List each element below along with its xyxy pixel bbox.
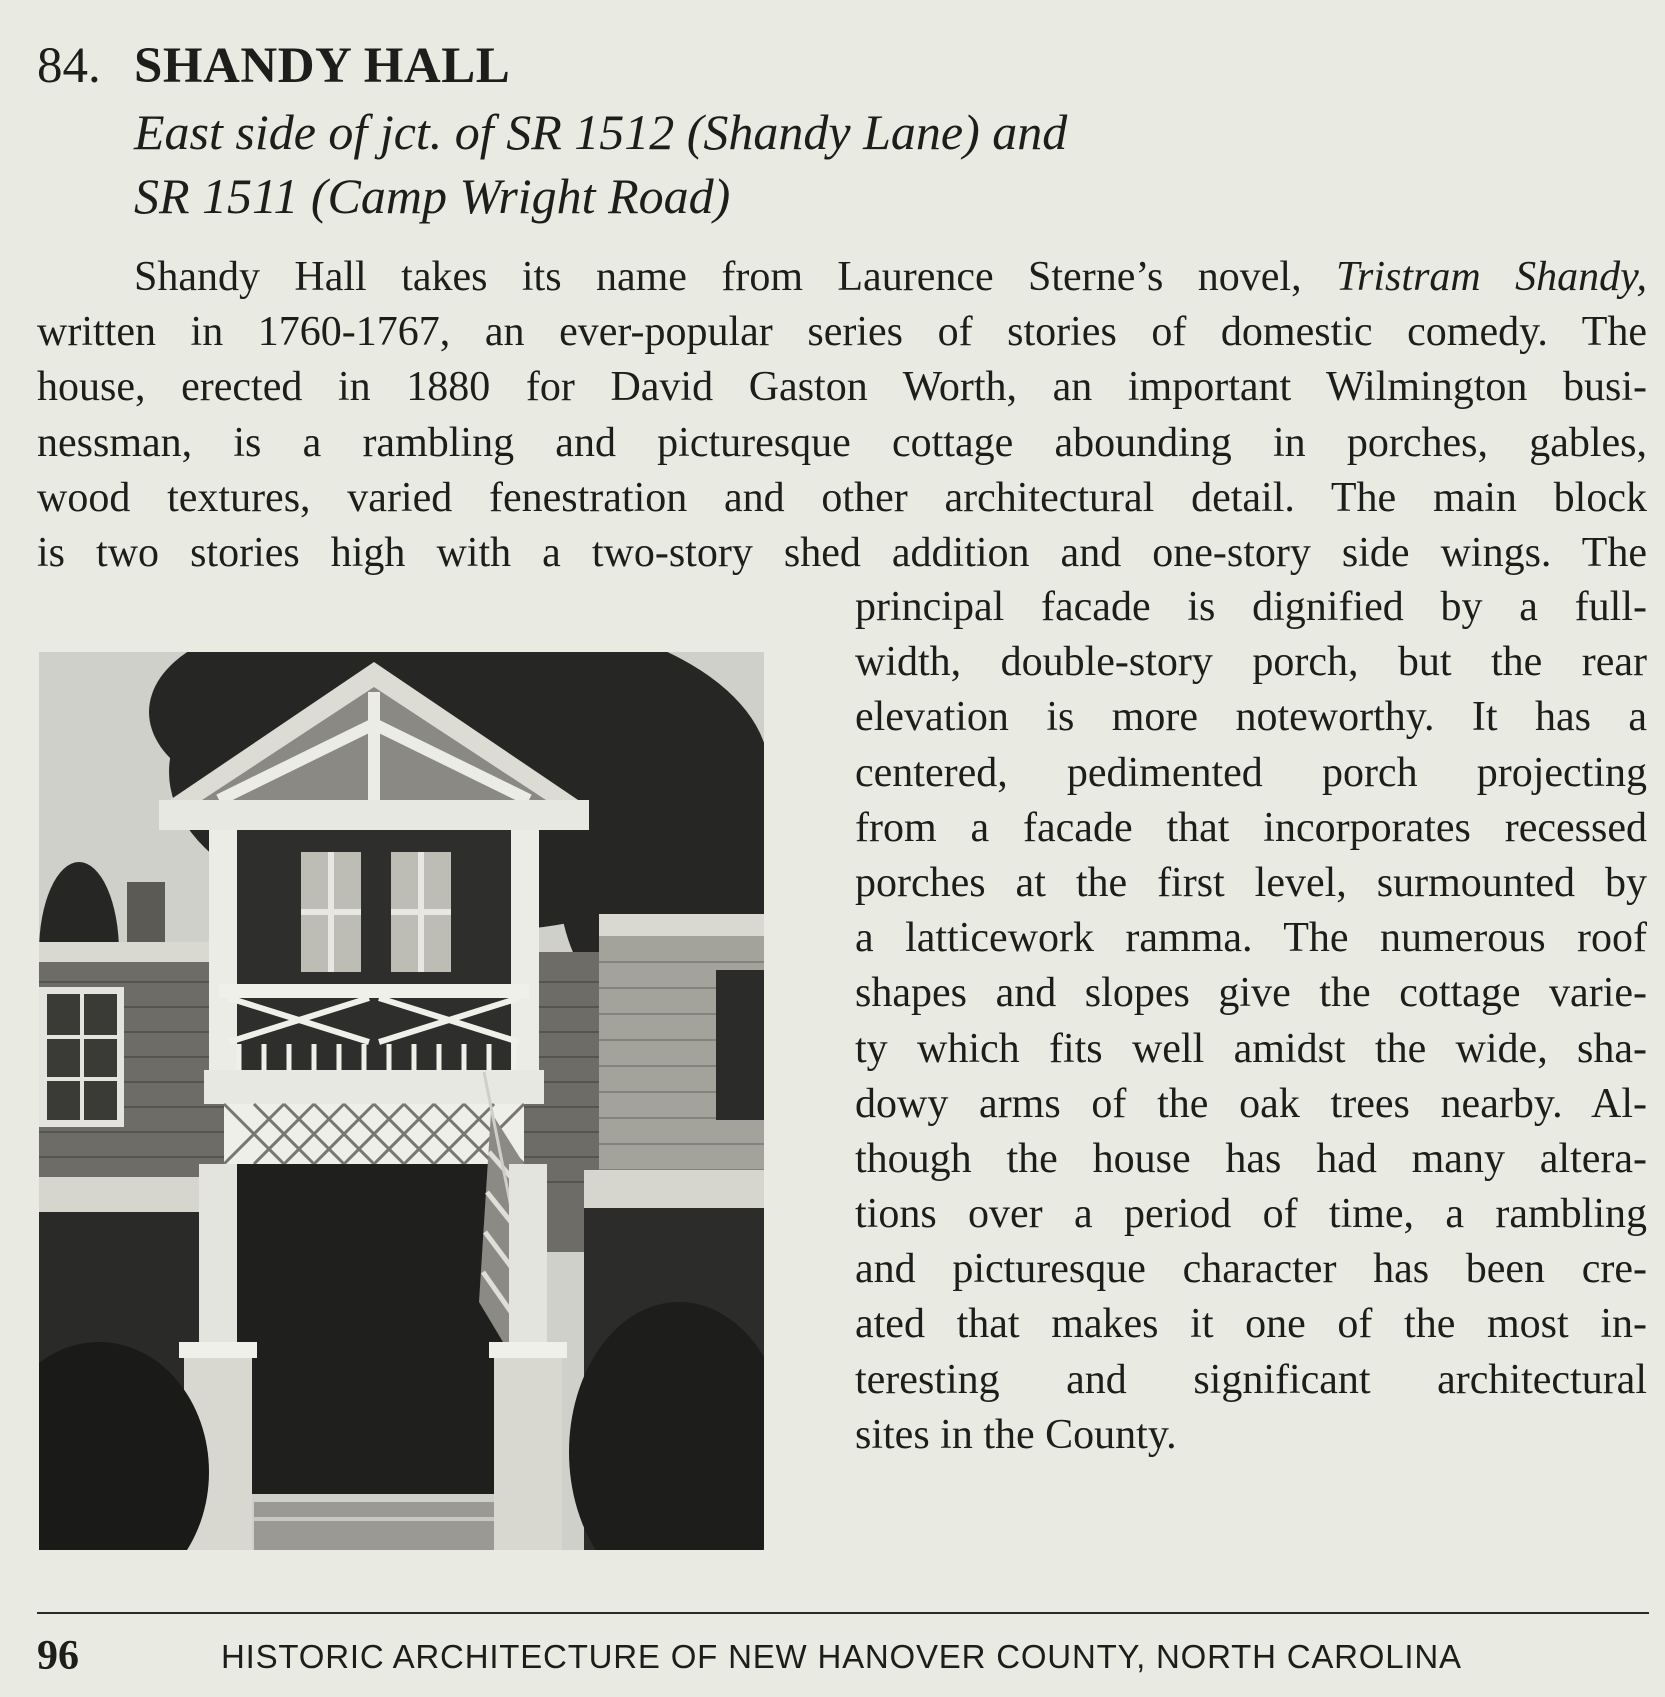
location-line: SR 1511 (Camp Wright Road) — [134, 168, 731, 224]
body-line: dowy arms of the oak trees nearby. Al- — [855, 1080, 1647, 1127]
novel-title: Tristram Shandy, — [1336, 254, 1647, 300]
body-text-full-width — [37, 250, 1647, 581]
body-line: sites in the County. — [855, 1411, 1177, 1458]
body-line: teresting and significant architectural — [855, 1356, 1647, 1403]
entry-number: 84. — [37, 38, 101, 94]
body-text-beside-photo — [855, 580, 1647, 1463]
entry-heading — [37, 36, 510, 96]
body-line: porches at the first level, surmounted by — [855, 859, 1647, 906]
body-line: a latticework ramma. The numerous roof — [855, 915, 1647, 962]
body-line: though the house has had many altera- — [855, 1135, 1647, 1182]
body-line: width, double-story porch, but the rear — [855, 639, 1647, 686]
body-line: house, erected in 1880 for David Gaston Worth, an important Wilmington busi- — [37, 364, 1647, 411]
body-line: written in 1760-1767, an ever-popular series of stories of domestic comedy. The — [37, 309, 1647, 356]
body-line: ty which fits well amidst the wide, sha- — [855, 1025, 1647, 1072]
body-line: from a facade that incorporates recessed — [855, 804, 1647, 851]
body-line: shapes and slopes give the cottage varie- — [855, 970, 1647, 1017]
footer-rule — [37, 1612, 1649, 1614]
page-footer — [37, 1632, 1649, 1682]
body-line: principal facade is dignified by a full- — [855, 584, 1647, 630]
body-line: is two stories high with a two-story shed addition and one-story side wings. The — [37, 529, 1647, 576]
page-number: 96 — [37, 1633, 79, 1679]
body-line: and picturesque character has been cre- — [855, 1246, 1647, 1293]
body-line: tions over a period of time, a rambling — [855, 1191, 1647, 1238]
entry-title: SHANDY HALL — [134, 38, 511, 94]
body-line: Shandy Hall takes its name from Laurence Sterne’s novel, Tristram Shandy, — [134, 254, 1647, 300]
body-line: nessman, is a rambling and picturesque cottage abounding in porches, gables, — [37, 419, 1647, 466]
body-line: ated that makes it one of the most in- — [855, 1301, 1647, 1348]
location-line: East side of jct. of SR 1512 (Shandy Lane) and — [134, 104, 1068, 160]
body-line: elevation is more noteworthy. It has a — [855, 694, 1647, 741]
body-line: wood textures, varied fenestration and other architectural detail. The main block — [37, 474, 1647, 521]
entry-location — [134, 100, 1067, 228]
body-line: centered, pedimented porch projecting — [855, 749, 1647, 796]
book-title: HISTORIC ARCHITECTURE OF NEW HANOVER COUNTY, NORTH CAROLINA — [221, 1638, 1462, 1675]
house-photo — [39, 652, 764, 1550]
